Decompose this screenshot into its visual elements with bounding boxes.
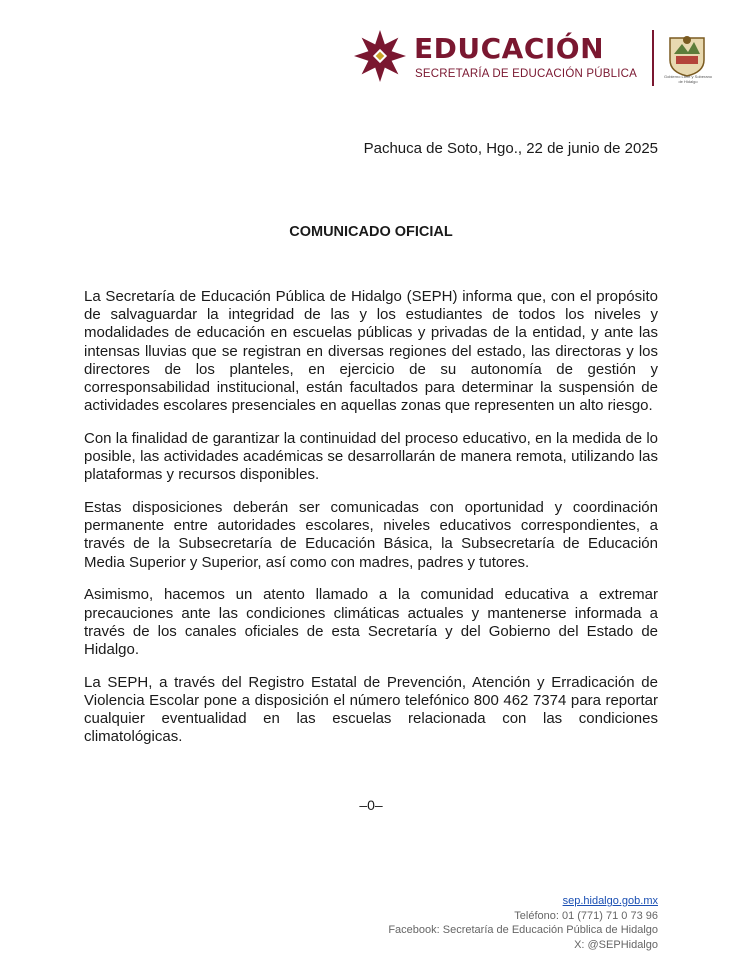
- footer-facebook: Facebook: Secretaría de Educación Pública de Hidalgo: [388, 924, 658, 936]
- brand-subtitle: SECRETARÍA DE EDUCACIÓN PÚBLICA: [415, 68, 637, 80]
- document-title: COMUNICADO OFICIAL: [289, 224, 453, 240]
- letterhead: [352, 26, 722, 92]
- place-date: Pachuca de Soto, Hgo., 22 de junio de 2025: [363, 140, 658, 157]
- website-link[interactable]: sep.hidalgo.gob.mx: [562, 895, 658, 907]
- body-paragraph: Con la finalidad de garantizar la continuidad del proceso educativo, en la medida de lo posible, las actividades académicas se desarrollarán de manera remota, utilizando las plataformas y recursos disponibles.: [84, 429, 658, 484]
- star-logo-icon: [352, 28, 408, 84]
- brand-title: EDUCACIÓN: [414, 32, 605, 65]
- body-paragraph: La SEPH, a través del Registro Estatal de Prevención, Atención y Erradicación de Violencia Escolar pone a disposición el número telefónico 800 462 7374 para reportar cualquier eventualidad en las escuelas relacionada con las condiciones climatológicas.: [84, 673, 658, 746]
- emblem-caption: Gobierno Libre y Soberano de Hidalgo: [663, 74, 713, 84]
- footer-phone: Teléfono: 01 (771) 71 0 73 96: [514, 909, 658, 922]
- body-paragraph: Estas disposiciones deberán ser comunicadas con oportunidad y coordinación permanente entre autoridades escolares, niveles educativos correspondientes, a través de la Subsecretaría de Educación Básica, la Subsecretaría de Educación Media Superior y Superior, así como con madres, padres y tutores.: [84, 499, 658, 571]
- body-paragraph: Asimismo, hacemos un atento llamado a la comunidad educativa a extremar precauciones ante las condiciones climáticas actuales y mantenerse informada a través de los canales oficiales de esta Secretaría y del Gobierno del Estado de Hidalgo.: [84, 586, 658, 658]
- document-body: [84, 288, 658, 761]
- body-paragraph: La Secretaría de Educación Pública de Hidalgo (SEPH) informa que, con el propósito de salvaguardar la integridad de las y los estudiantes de todos los niveles y modalidades de educación en escuelas públicas y privadas de la entidad, y ante las intensas lluvias que se registran en diversas regiones del estado, las directoras y los directores de los planteles, en ejercicio de su autonomía de gestión y corresponsabilidad institucional, están facultados para determinar la suspensión de actividades escolares presenciales en aquellas zonas que representen un alto riesgo.: [84, 288, 658, 415]
- header-divider: [652, 30, 654, 86]
- end-mark: –0–: [359, 797, 383, 813]
- footer-x-handle: X: @SEPHidalgo: [574, 938, 658, 951]
- contact-footer: [388, 894, 658, 952]
